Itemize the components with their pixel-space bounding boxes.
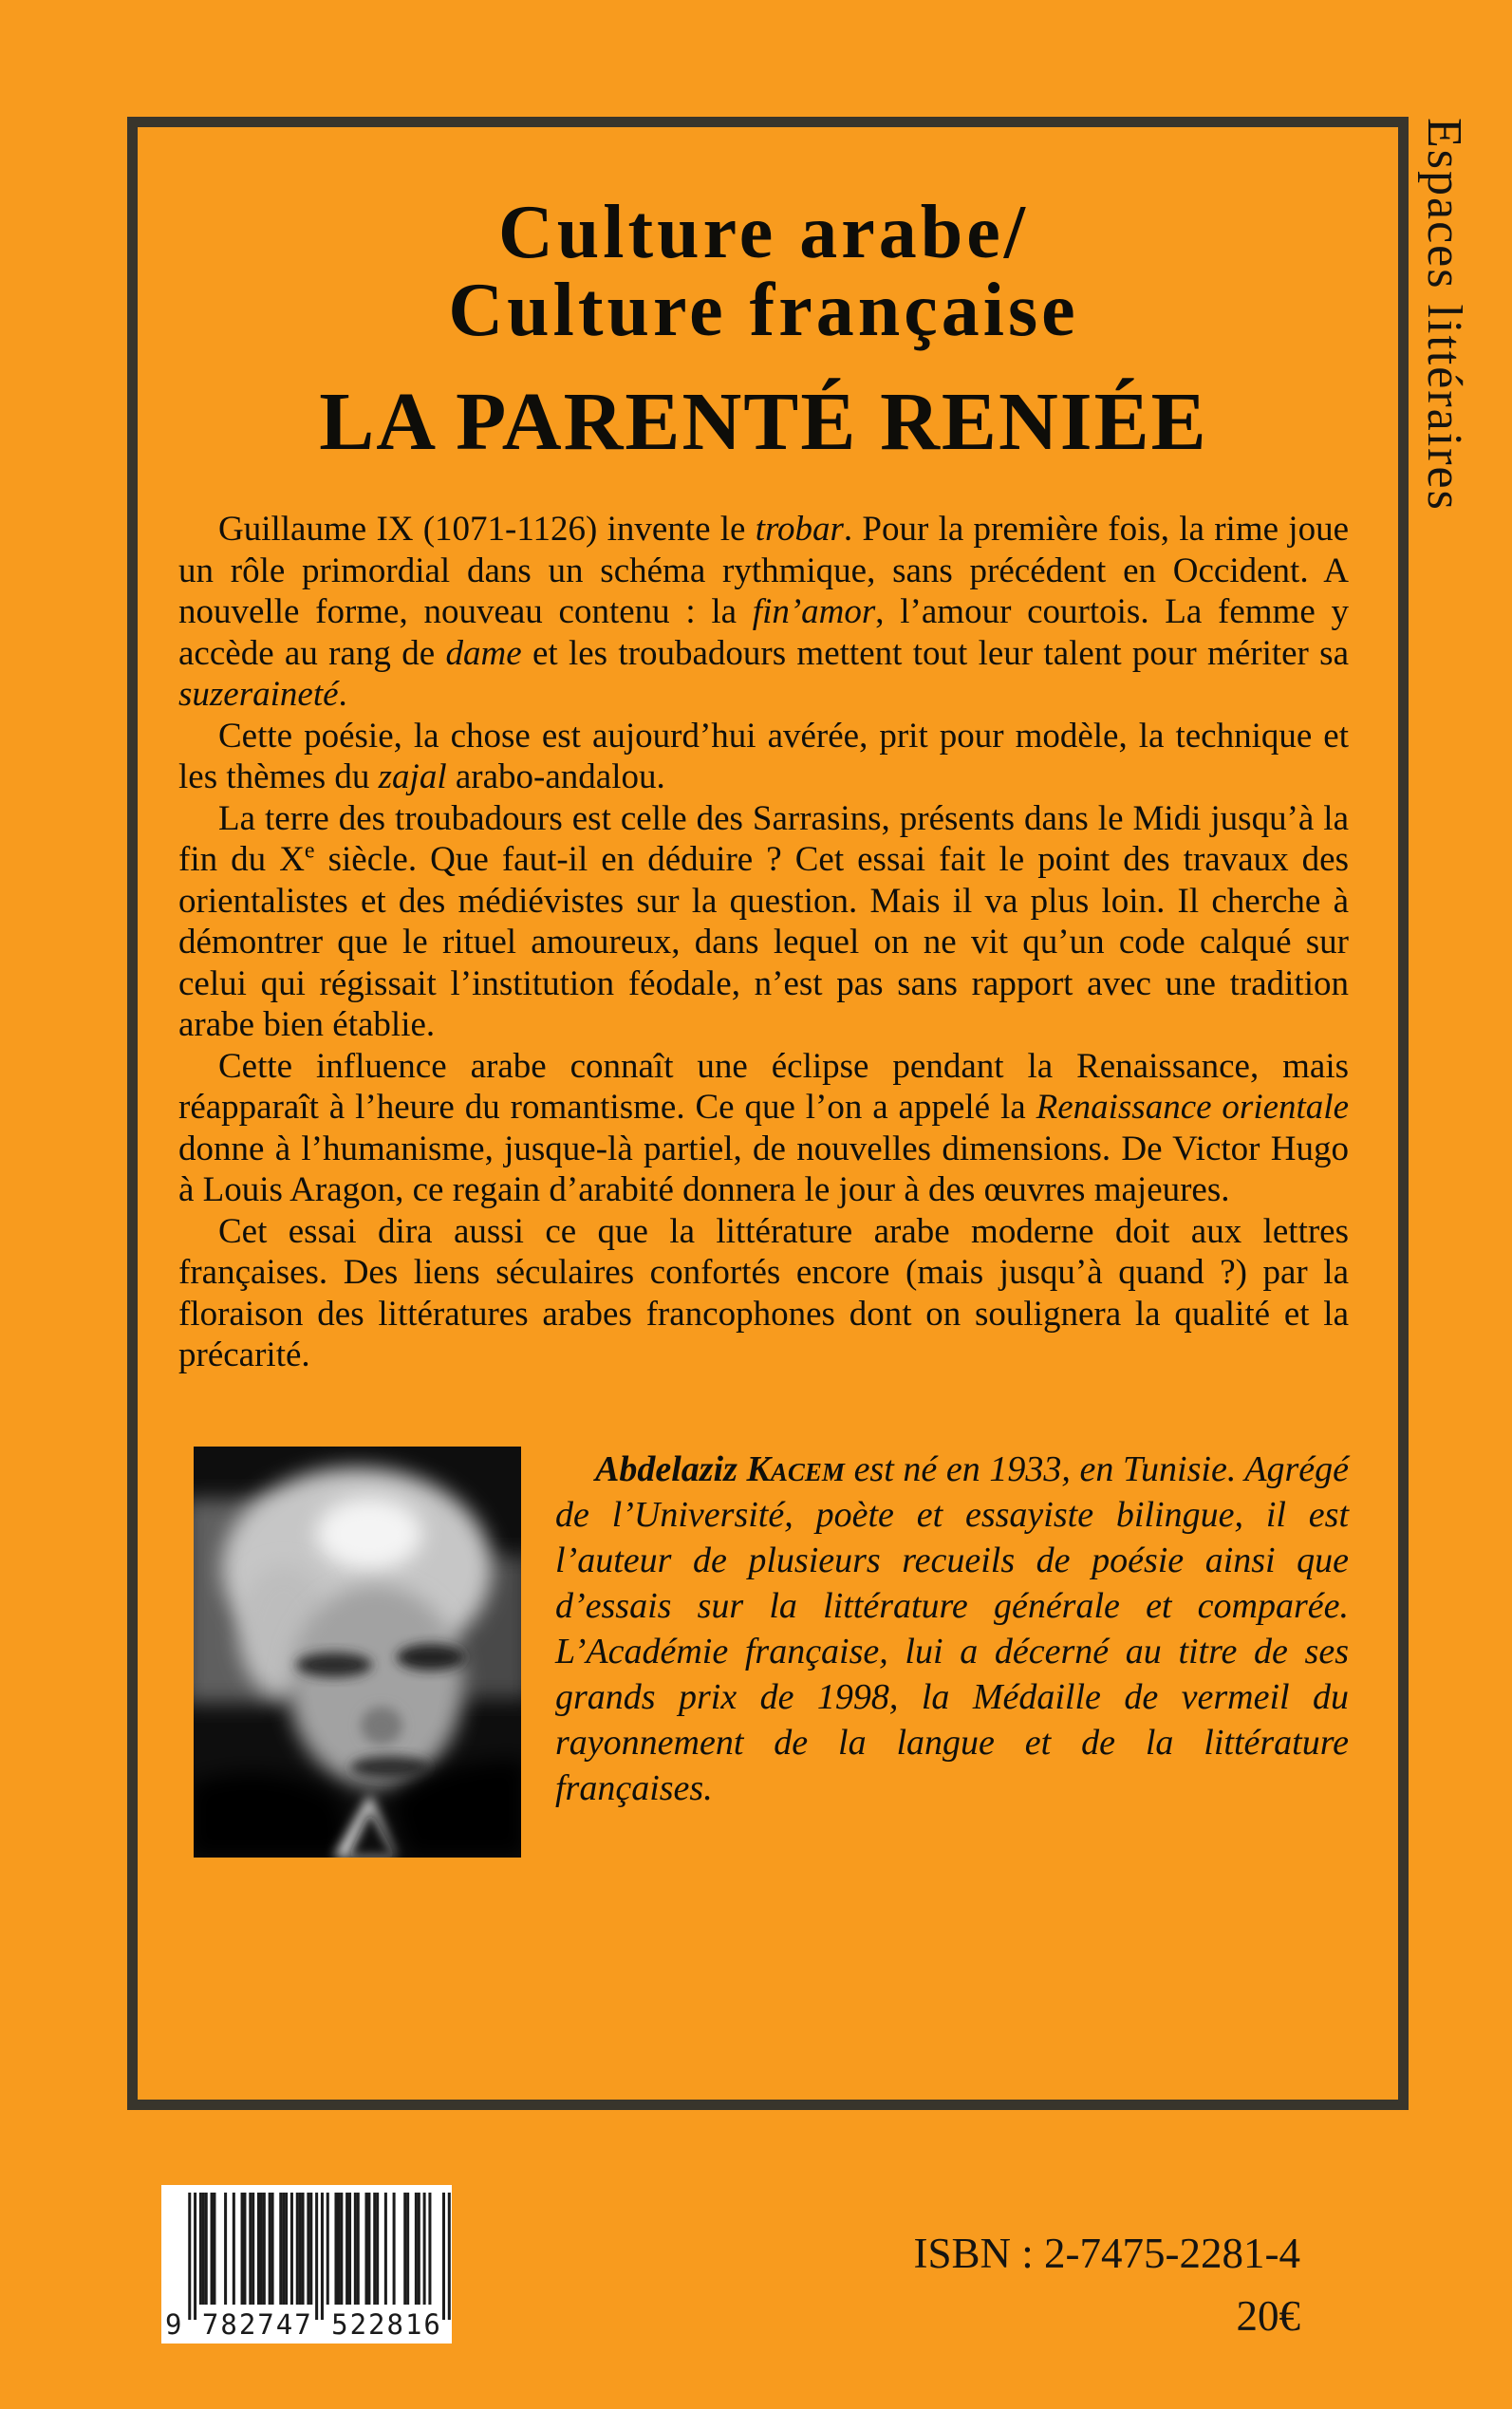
series-title-line1: Culture arabe/ <box>498 191 1029 274</box>
synopsis-paragraph: Cet essai dira aussi ce que la littérature arabe moderne doit aux lettres françaises. Des liens séculaires confortés encore (mais jusqu’à quand ?) par la floraison des littératures arabes francophones dont on soulignera la qualité et la précarité. <box>178 1211 1349 1374</box>
author-photo <box>194 1447 521 1858</box>
synopsis-paragraph: La terre des troubadours est celle des Sarrasins, présents dans le Midi jusqu’à la fin du Xe siècle. Que faut-il en déduire ? Cet essai fait le point des travaux des orientalistes et des médiévistes sur la question. Mais il va plus loin. Il cherche à démontrer que le rituel amoureux, dans lequel on ne vit qu’un code calqué sur celui qui régissait l’institution féodale, n’est pas sans rapport avec une tradition arabe bien établie. <box>178 798 1349 1044</box>
author-bio: Abdelaziz Kacem est né en 1933, en Tunisie. Agrégé de l’Université, poète et essayiste bilingue, il est l’auteur de plusieurs recueils de poésie ainsi que d’essais sur la littérature générale et comparée. L’Académie française, lui a décerné au titre de ses grands prix de 1998, la Médaille de vermeil du rayonnement de la langue et de la littérature françaises. <box>555 1448 1350 1808</box>
author-portrait-image <box>194 1447 521 1858</box>
barcode <box>161 2185 452 2344</box>
synopsis-paragraph: Cette poésie, la chose est aujourd’hui avérée, prit pour modèle, la technique et les thèmes du zajal arabo-andalou. <box>178 716 1349 796</box>
price-label: 20€ <box>1236 2292 1300 2340</box>
main-title: LA PARENTÉ RENIÉE <box>319 375 1208 467</box>
collection-label: Espaces littéraires <box>1417 118 1471 512</box>
synopsis-paragraph: Cette influence arabe connaît une éclipse pendant la Renaissance, mais réapparaît à l’heure du romantisme. Ce que l’on a appelé la Renaissance orientale donne à l’humanisme, jusque-là partiel, de nouvelles dimensions. De Victor Hugo à Louis Aragon, ce regain d’arabité donnera le jour à des œuvres majeures. <box>178 1046 1350 1209</box>
isbn-label: ISBN : 2-7475-2281-4 <box>913 2230 1300 2277</box>
content-frame <box>127 117 1409 2110</box>
barcode-bars <box>188 2193 451 2321</box>
barcode-digits: 9 782747 522816 <box>165 2308 442 2341</box>
isbn-block <box>914 2231 1300 2339</box>
synopsis-paragraph: Guillaume IX (1071-1126) invente le trobar. Pour la première fois, la rime joue un rôle primordial dans un schéma rythmique, sans précédent en Occident. A nouvelle forme, nouveau contenu : la fin’amor, l’amour courtois. La femme y accède au rang de dame et les troubadours mettent tout leur talent pour mériter sa suzeraineté. <box>178 510 1350 714</box>
series-title-line2: Culture française <box>448 269 1079 352</box>
synopsis <box>178 509 1349 1376</box>
author-section <box>178 1447 1349 1858</box>
series-title <box>178 191 1349 352</box>
